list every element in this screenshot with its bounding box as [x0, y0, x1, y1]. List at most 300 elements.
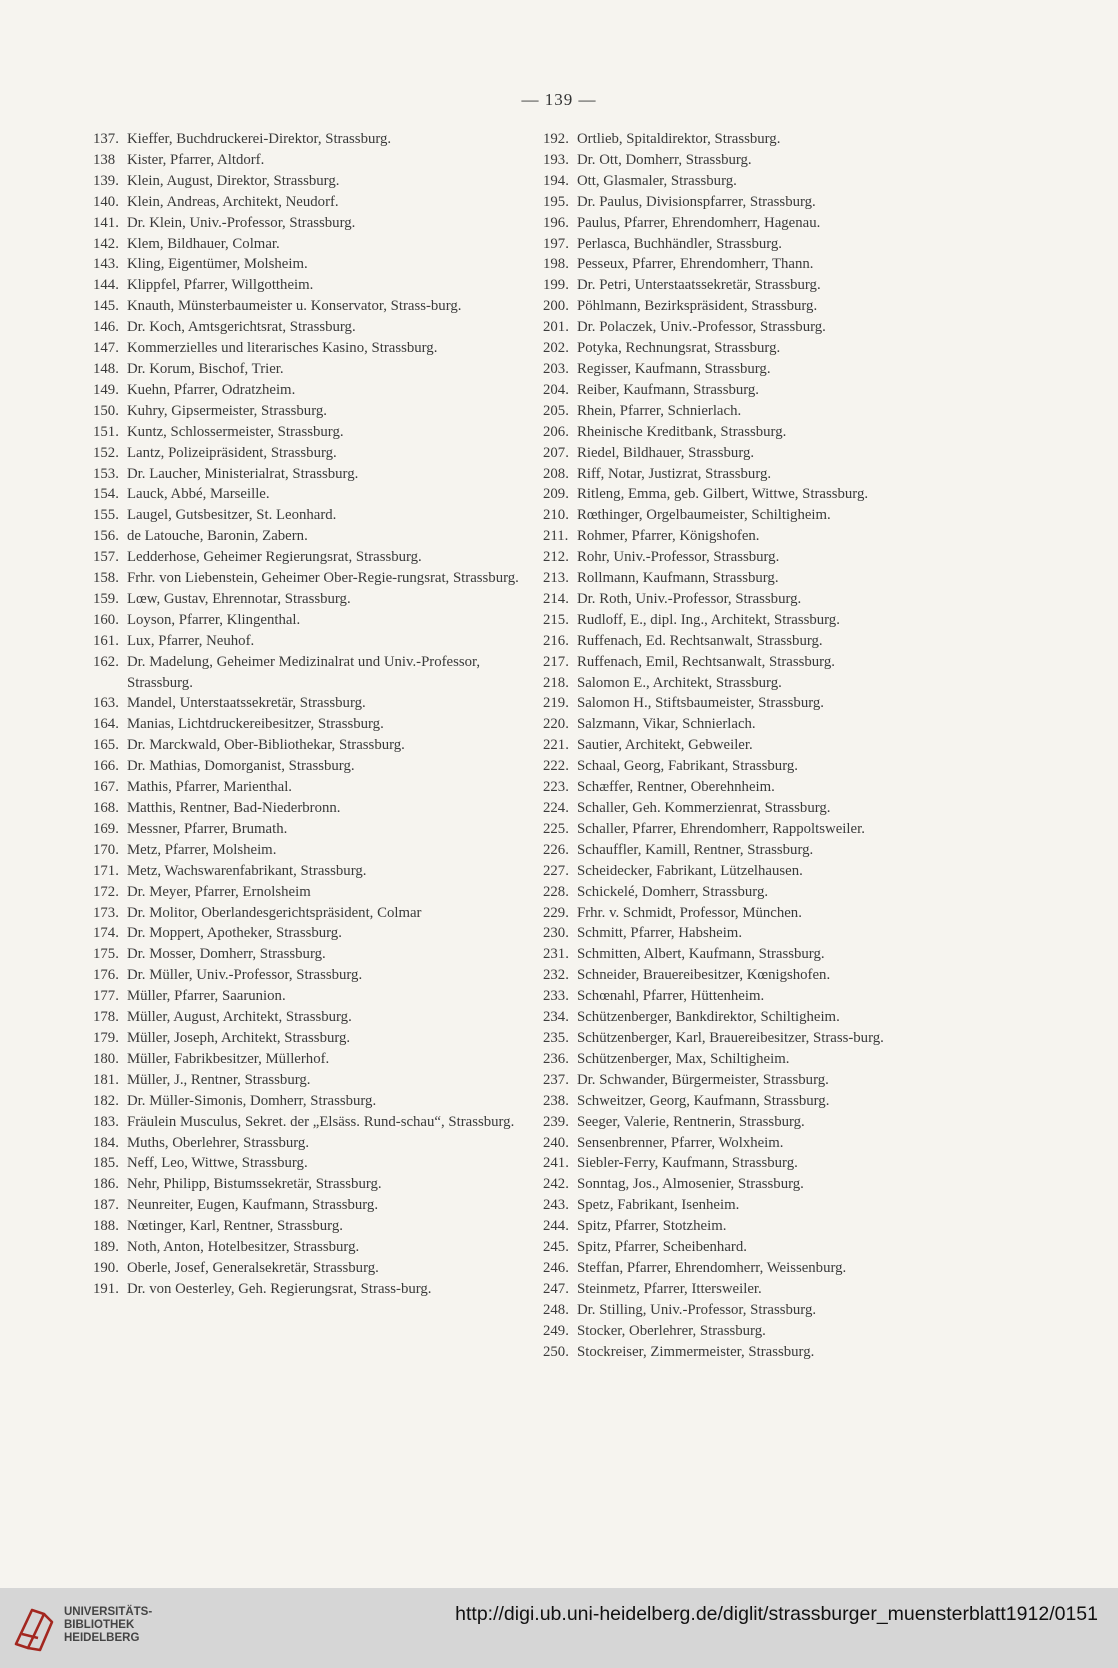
entry-number: 248.: [543, 1301, 569, 1318]
entry-number: 187.: [93, 1197, 119, 1214]
entry-text: Lœw, Gustav, Ehrennotar, Strassburg.: [127, 590, 351, 607]
member-entry: [93, 568, 523, 589]
member-entry: [93, 547, 523, 568]
entry-number: 172.: [93, 883, 119, 900]
entry-text: Frhr. v. Schmidt, Professor, München.: [577, 904, 802, 921]
member-entry: [543, 1070, 973, 1091]
member-entry: [93, 338, 523, 359]
entry-text: Dr. Meyer, Pfarrer, Ernolsheim: [127, 883, 311, 900]
entry-number: 231.: [543, 946, 569, 963]
member-entry: [543, 1028, 973, 1049]
entry-number: 222.: [543, 758, 569, 775]
entry-text: Spitz, Pfarrer, Scheibenhard.: [577, 1239, 747, 1256]
entry-text: Müller, August, Architekt, Strassburg.: [127, 1009, 352, 1026]
member-entry: [543, 380, 973, 401]
member-entry: [543, 1216, 973, 1237]
entry-text: Müller, J., Rentner, Strassburg.: [127, 1071, 311, 1088]
member-entry: [543, 1153, 973, 1174]
entry-number: 212.: [543, 549, 569, 566]
member-entry: [543, 652, 973, 673]
entry-text: Spitz, Pfarrer, Stotzheim.: [577, 1218, 727, 1235]
entry-number: 205.: [543, 402, 569, 419]
page-number: — 139 —: [521, 90, 597, 109]
member-entry: [543, 129, 973, 150]
member-entry: [543, 1112, 973, 1133]
member-entry: [93, 1153, 523, 1174]
entry-number: 228.: [543, 883, 569, 900]
entry-number: 186.: [93, 1176, 119, 1193]
entry-text: Dr. Moppert, Apotheker, Strassburg.: [127, 925, 342, 942]
entry-text: Ortlieb, Spitaldirektor, Strassburg.: [577, 131, 781, 147]
entry-text: Kister, Pfarrer, Altdorf.: [127, 151, 265, 168]
member-entry: [543, 1258, 973, 1279]
member-entry: [543, 735, 973, 756]
entry-text: Seeger, Valerie, Rentnerin, Strassburg.: [577, 1113, 805, 1130]
entry-number: 141.: [93, 214, 119, 231]
member-entry: [543, 903, 973, 924]
entry-text: Schaller, Geh. Kommerzienrat, Strassburg.: [577, 800, 831, 816]
member-entry: [543, 443, 973, 464]
member-entry: [93, 1216, 523, 1237]
entry-text: Ritleng, Emma, geb. Gilbert, Wittwe, Strassburg.: [577, 486, 869, 503]
entry-number: 150.: [93, 402, 119, 419]
entry-text: Dr. Marckwald, Ober-Bibliothekar, Strassburg.: [127, 737, 405, 754]
member-entry: [543, 568, 973, 589]
member-entry: [543, 1091, 973, 1112]
member-entry: [543, 965, 973, 986]
entry-text: Dr. Korum, Bischof, Trier.: [127, 360, 284, 377]
entry-number: 247.: [543, 1280, 569, 1297]
member-entry: [93, 756, 523, 777]
member-entry: [93, 631, 523, 652]
entry-number: 138: [93, 151, 116, 168]
entry-number: 209.: [543, 486, 569, 503]
entry-number: 202.: [543, 340, 569, 357]
entry-number: 143.: [93, 256, 119, 273]
entry-text: Kuhry, Gipsermeister, Strassburg.: [127, 402, 327, 419]
source-url-link[interactable]: http://digi.ub.uni-heidelberg.de/diglit/strassburger_muensterblatt1912/0151: [455, 1603, 1098, 1625]
entry-number: 226.: [543, 841, 569, 858]
member-entry: [93, 192, 523, 213]
member-entry: [93, 1237, 523, 1258]
entry-text: Salomon H., Stiftsbaumeister, Strassburg.: [577, 695, 824, 712]
member-entry: [93, 1070, 523, 1091]
member-entry: [543, 464, 973, 485]
entry-number: 218.: [543, 674, 569, 691]
entry-text: Ruffenach, Emil, Rechtsanwalt, Strassburg.: [577, 653, 835, 670]
entry-number: 161.: [93, 632, 119, 649]
entry-text: Fräulein Musculus, Sekret. der „Elsäss. Rund-schau“, Strassburg.: [127, 1113, 515, 1130]
entry-text: Messner, Pfarrer, Brumath.: [127, 820, 288, 837]
entry-text: Klem, Bildhauer, Colmar.: [127, 235, 280, 252]
entry-number: 140.: [93, 193, 119, 210]
entry-text: Rollmann, Kaufmann, Strassburg.: [577, 570, 779, 587]
entry-text: Schmitten, Albert, Kaufmann, Strassburg.: [577, 946, 825, 963]
member-entry: [543, 150, 973, 171]
entry-number: 223.: [543, 779, 569, 796]
member-entry: [543, 882, 973, 903]
entry-number: 217.: [543, 653, 569, 670]
library-name: [64, 1606, 152, 1645]
member-list-left-column: [93, 129, 523, 1300]
entry-number: 160.: [93, 611, 119, 628]
entry-text: Muths, Oberlehrer, Strassburg.: [127, 1134, 310, 1151]
entry-text: Müller, Pfarrer, Saarunion.: [127, 988, 286, 1005]
member-entry: [93, 1091, 523, 1112]
entry-number: 242.: [543, 1176, 569, 1193]
entry-text: Dr. Schwander, Bürgermeister, Strassburg.: [577, 1071, 829, 1088]
member-entry: [543, 840, 973, 861]
member-entry: [93, 861, 523, 882]
entry-number: 185.: [93, 1155, 119, 1172]
member-entry: [543, 1342, 973, 1363]
entry-number: 142.: [93, 235, 119, 252]
member-entry: [543, 1237, 973, 1258]
entry-number: 225.: [543, 820, 569, 837]
entry-text: Rheinische Kreditbank, Strassburg.: [577, 423, 787, 440]
entry-text: Dr. Petri, Unterstaatssekretär, Strassburg.: [577, 277, 821, 294]
member-entry: [543, 275, 973, 296]
entry-text: Schützenberger, Max, Schiltigheim.: [577, 1050, 790, 1067]
member-entry: [93, 484, 523, 505]
entry-number: 211.: [543, 528, 569, 545]
member-entry: [543, 1300, 973, 1321]
entry-number: 171.: [93, 862, 119, 879]
entry-text: Dr. Roth, Univ.-Professor, Strassburg.: [577, 590, 802, 607]
member-entry: [543, 1321, 973, 1342]
member-entry: [93, 735, 523, 756]
entry-text: Potyka, Rechnungsrat, Strassburg.: [577, 340, 781, 357]
library-name-line: UNIVERSITÄTS-: [64, 1606, 153, 1618]
entry-number: 157.: [93, 549, 119, 566]
entry-number: 151.: [93, 423, 119, 440]
member-entry: [543, 1195, 973, 1216]
library-logo-icon[interactable]: [12, 1604, 56, 1654]
entry-text: Klein, August, Direktor, Strassburg.: [127, 172, 340, 189]
entry-text: Rhein, Pfarrer, Schnierlach.: [577, 402, 742, 419]
entry-text: Scheidecker, Fabrikant, Lützelhausen.: [577, 862, 803, 879]
entry-text: Schweitzer, Georg, Kaufmann, Strassburg.: [577, 1092, 830, 1109]
entry-number: 167.: [93, 779, 119, 796]
member-entry: [543, 171, 973, 192]
member-entry: [543, 693, 973, 714]
entry-number: 146.: [93, 319, 119, 336]
member-entry: [93, 589, 523, 610]
member-entry: [93, 171, 523, 192]
entry-number: 162.: [93, 653, 119, 670]
member-entry: [93, 1174, 523, 1195]
entry-text: Metz, Wachswarenfabrikant, Strassburg.: [127, 862, 367, 879]
member-entry: [543, 777, 973, 798]
member-entry: [93, 275, 523, 296]
entry-text: Neff, Leo, Wittwe, Strassburg.: [127, 1155, 308, 1172]
entry-number: 236.: [543, 1050, 569, 1067]
member-entry: [93, 317, 523, 338]
entry-number: 170.: [93, 841, 119, 858]
entry-text: Dr. von Oesterley, Geh. Regierungsrat, Strass-burg.: [127, 1280, 432, 1297]
member-entry: [93, 923, 523, 944]
entry-number: 208.: [543, 465, 569, 482]
entry-number: 198.: [543, 256, 569, 273]
entry-number: 179.: [93, 1029, 119, 1046]
member-entry: [93, 380, 523, 401]
entry-number: 246.: [543, 1259, 569, 1276]
member-entry: [543, 1049, 973, 1070]
entry-text: Ott, Glasmaler, Strassburg.: [577, 172, 737, 189]
entry-text: Mandel, Unterstaatssekretär, Strassburg.: [127, 695, 366, 712]
entry-number: 241.: [543, 1155, 569, 1172]
member-entry: [543, 296, 973, 317]
entry-text: Kling, Eigentümer, Molsheim.: [127, 256, 308, 273]
entry-text: Reiber, Kaufmann, Strassburg.: [577, 381, 760, 398]
entry-text: Kieffer, Buchdruckerei-Direktor, Strassburg.: [127, 131, 392, 147]
entry-text: Mathis, Pfarrer, Marienthal.: [127, 779, 292, 796]
entry-number: 196.: [543, 214, 569, 231]
entry-number: 149.: [93, 381, 119, 398]
member-entry: [93, 296, 523, 317]
member-entry: [543, 192, 973, 213]
member-entry: [543, 756, 973, 777]
entry-text: Klein, Andreas, Architekt, Neudorf.: [127, 193, 339, 210]
member-entry: [93, 1279, 523, 1300]
member-entry: [93, 1028, 523, 1049]
entry-number: 165.: [93, 737, 119, 754]
entry-text: Müller, Joseph, Architekt, Strassburg.: [127, 1029, 351, 1046]
entry-number: 164.: [93, 716, 119, 733]
entry-text: Perlasca, Buchhändler, Strassburg.: [577, 235, 783, 252]
member-entry: [93, 714, 523, 735]
entry-number: 169.: [93, 820, 119, 837]
member-entry: [543, 338, 973, 359]
member-entry: [93, 965, 523, 986]
entry-number: 183.: [93, 1113, 119, 1130]
entry-number: 174.: [93, 925, 119, 942]
member-entry: [543, 819, 973, 840]
member-entry: [543, 547, 973, 568]
entry-text: Ledderhose, Geheimer Regierungsrat, Strassburg.: [127, 549, 422, 566]
member-entry: [543, 1007, 973, 1028]
entry-text: Schneider, Brauereibesitzer, Kœnigshofen.: [577, 967, 831, 984]
entry-text: Lantz, Polizeipräsident, Strassburg.: [127, 444, 337, 461]
entry-text: Matthis, Rentner, Bad-Niederbronn.: [127, 800, 341, 816]
entry-number: 177.: [93, 988, 119, 1005]
member-entry: [543, 505, 973, 526]
entry-number: 181.: [93, 1071, 119, 1088]
member-entry: [93, 422, 523, 443]
entry-number: 190.: [93, 1259, 119, 1276]
entry-number: 249.: [543, 1322, 569, 1339]
entry-number: 207.: [543, 444, 569, 461]
member-entry: [543, 589, 973, 610]
library-name-line: BIBLIOTHEK: [64, 1619, 135, 1631]
member-entry: [93, 1112, 523, 1133]
entry-number: 214.: [543, 590, 569, 607]
entry-number: 144.: [93, 277, 119, 294]
entry-number: 194.: [543, 172, 569, 189]
entry-text: Kuehn, Pfarrer, Odratzheim.: [127, 381, 296, 398]
member-entry: [543, 986, 973, 1007]
entry-text: Noth, Anton, Hotelbesitzer, Strassburg.: [127, 1239, 360, 1256]
entry-text: Nœtinger, Karl, Rentner, Strassburg.: [127, 1218, 343, 1235]
entry-text: Lauck, Abbé, Marseille.: [127, 486, 270, 503]
entry-text: Nehr, Philipp, Bistumssekretär, Strassburg.: [127, 1176, 382, 1193]
entry-number: 163.: [93, 695, 119, 712]
member-entry: [543, 213, 973, 234]
entry-number: 182.: [93, 1092, 119, 1109]
entry-text: Frhr. von Liebenstein, Geheimer Ober-Regie-rungsrat, Strassburg.: [127, 570, 519, 587]
entry-number: 175.: [93, 946, 119, 963]
entry-text: Laugel, Gutsbesitzer, St. Leonhard.: [127, 507, 337, 524]
entry-number: 199.: [543, 277, 569, 294]
member-list-right-column: [543, 129, 973, 1362]
member-entry: [93, 505, 523, 526]
entry-text: Dr. Laucher, Ministerialrat, Strassburg.: [127, 465, 359, 482]
entry-text: Dr. Mosser, Domherr, Strassburg.: [127, 946, 326, 963]
entry-text: Dr. Stilling, Univ.-Professor, Strassburg.: [577, 1301, 817, 1318]
entry-text: Schæffer, Rentner, Oberehnheim.: [577, 779, 775, 796]
entry-text: Schœnahl, Pfarrer, Hüttenheim.: [577, 988, 765, 1005]
entry-number: 224.: [543, 800, 569, 816]
member-entry: [543, 254, 973, 275]
entry-text: Ruffenach, Ed. Rechtsanwalt, Strassburg.: [577, 632, 823, 649]
member-entry: [93, 819, 523, 840]
entry-text: Dr. Polaczek, Univ.-Professor, Strassburg.: [577, 319, 826, 336]
entry-number: 195.: [543, 193, 569, 210]
entry-number: 229.: [543, 904, 569, 921]
member-entry: [93, 798, 523, 819]
entry-number: 233.: [543, 988, 569, 1005]
entry-number: 215.: [543, 611, 569, 628]
entry-text: Schaal, Georg, Fabrikant, Strassburg.: [577, 758, 798, 775]
member-entry: [93, 1007, 523, 1028]
entry-text: Sautier, Architekt, Gebweiler.: [577, 737, 753, 754]
entry-text: Schützenberger, Bankdirektor, Schiltigheim.: [577, 1009, 840, 1026]
member-entry: [543, 798, 973, 819]
entry-number: 139.: [93, 172, 119, 189]
member-entry: [93, 1133, 523, 1154]
entry-text: Steinmetz, Pfarrer, Ittersweiler.: [577, 1280, 762, 1297]
member-entry: [543, 861, 973, 882]
entry-number: 197.: [543, 235, 569, 252]
member-entry: [93, 1258, 523, 1279]
entry-number: 188.: [93, 1218, 119, 1235]
entry-number: 145.: [93, 298, 119, 315]
member-entry: [543, 673, 973, 694]
entry-number: 147.: [93, 340, 119, 357]
member-entry: [93, 1049, 523, 1070]
entry-number: 235.: [543, 1029, 569, 1046]
entry-text: Sensenbrenner, Pfarrer, Wolxheim.: [577, 1134, 784, 1151]
entry-text: Schmitt, Pfarrer, Habsheim.: [577, 925, 743, 942]
entry-text: Pesseux, Pfarrer, Ehrendomherr, Thann.: [577, 256, 814, 273]
member-entry: [93, 1195, 523, 1216]
entry-text: Rohr, Univ.-Professor, Strassburg.: [577, 549, 780, 566]
member-entry: [93, 903, 523, 924]
entry-text: Dr. Koch, Amtsgerichtsrat, Strassburg.: [127, 319, 356, 336]
entry-text: Dr. Madelung, Geheimer Medizinalrat und Univ.-Professor, Strassburg.: [127, 653, 481, 691]
entry-number: 204.: [543, 381, 569, 398]
member-entry: [93, 840, 523, 861]
entry-text: Salzmann, Vikar, Schnierlach.: [577, 716, 756, 733]
member-entry: [543, 714, 973, 735]
entry-number: 152.: [93, 444, 119, 461]
member-entry: [543, 610, 973, 631]
member-entry: [93, 777, 523, 798]
entry-text: Loyson, Pfarrer, Klingenthal.: [127, 611, 301, 628]
member-entry: [543, 631, 973, 652]
entry-text: Pöhlmann, Bezirkspräsident, Strassburg.: [577, 298, 818, 315]
entry-text: Oberle, Josef, Generalsekretär, Strassburg.: [127, 1259, 379, 1276]
entry-number: 178.: [93, 1009, 119, 1026]
entry-number: 154.: [93, 486, 119, 503]
entry-number: 192.: [543, 131, 569, 147]
entry-text: Neunreiter, Eugen, Kaufmann, Strassburg.: [127, 1197, 379, 1214]
member-entry: [93, 882, 523, 903]
entry-text: Dr. Ott, Domherr, Strassburg.: [577, 151, 752, 168]
entry-number: 238.: [543, 1092, 569, 1109]
entry-text: Dr. Klein, Univ.-Professor, Strassburg.: [127, 214, 356, 231]
member-entry: [93, 359, 523, 380]
entry-text: Klippfel, Pfarrer, Willgottheim.: [127, 277, 314, 294]
entry-number: 232.: [543, 967, 569, 984]
member-entry: [543, 923, 973, 944]
entry-text: Manias, Lichtdruckereibesitzer, Strassburg.: [127, 716, 384, 733]
entry-number: 240.: [543, 1134, 569, 1151]
entry-text: Stocker, Oberlehrer, Strassburg.: [577, 1322, 766, 1339]
entry-number: 189.: [93, 1239, 119, 1256]
member-entry: [543, 1279, 973, 1300]
entry-text: Rudloff, E., dipl. Ing., Architekt, Strassburg.: [577, 611, 840, 628]
entry-text: Müller, Fabrikbesitzer, Müllerhof.: [127, 1050, 330, 1067]
entry-text: Dr. Mathias, Domorganist, Strassburg.: [127, 758, 355, 775]
entry-number: 191.: [93, 1280, 119, 1297]
entry-number: 234.: [543, 1009, 569, 1026]
entry-text: Schaller, Pfarrer, Ehrendomherr, Rappoltsweiler.: [577, 820, 865, 837]
entry-text: Dr. Müller-Simonis, Domherr, Strassburg.: [127, 1092, 377, 1109]
entry-number: 206.: [543, 423, 569, 440]
member-entry: [543, 317, 973, 338]
entry-number: 250.: [543, 1343, 569, 1360]
entry-number: 221.: [543, 737, 569, 754]
entry-number: 220.: [543, 716, 569, 733]
entry-number: 159.: [93, 590, 119, 607]
member-entry: [543, 422, 973, 443]
entry-text: Riff, Notar, Justizrat, Strassburg.: [577, 465, 772, 482]
member-entry: [543, 1174, 973, 1195]
entry-number: 210.: [543, 507, 569, 524]
member-entry: [543, 944, 973, 965]
entry-number: 184.: [93, 1134, 119, 1151]
viewer-footer: [0, 1588, 1118, 1668]
entry-text: Rohmer, Pfarrer, Königshofen.: [577, 528, 760, 545]
member-entry: [93, 610, 523, 631]
member-entry: [93, 986, 523, 1007]
entry-text: Salomon E., Architekt, Strassburg.: [577, 674, 782, 691]
member-entry: [93, 234, 523, 255]
member-entry: [93, 443, 523, 464]
member-entry: [93, 652, 523, 694]
entry-number: 227.: [543, 862, 569, 879]
entry-text: Regisser, Kaufmann, Strassburg.: [577, 360, 771, 377]
entry-number: 168.: [93, 800, 119, 816]
entry-text: de Latouche, Baronin, Zabern.: [127, 528, 308, 545]
library-name-line: HEIDELBERG: [64, 1632, 140, 1644]
entry-text: Lux, Pfarrer, Neuhof.: [127, 632, 255, 649]
member-entry: [93, 526, 523, 547]
member-entry: [93, 944, 523, 965]
entry-text: Kuntz, Schlossermeister, Strassburg.: [127, 423, 344, 440]
entry-number: 201.: [543, 319, 569, 336]
